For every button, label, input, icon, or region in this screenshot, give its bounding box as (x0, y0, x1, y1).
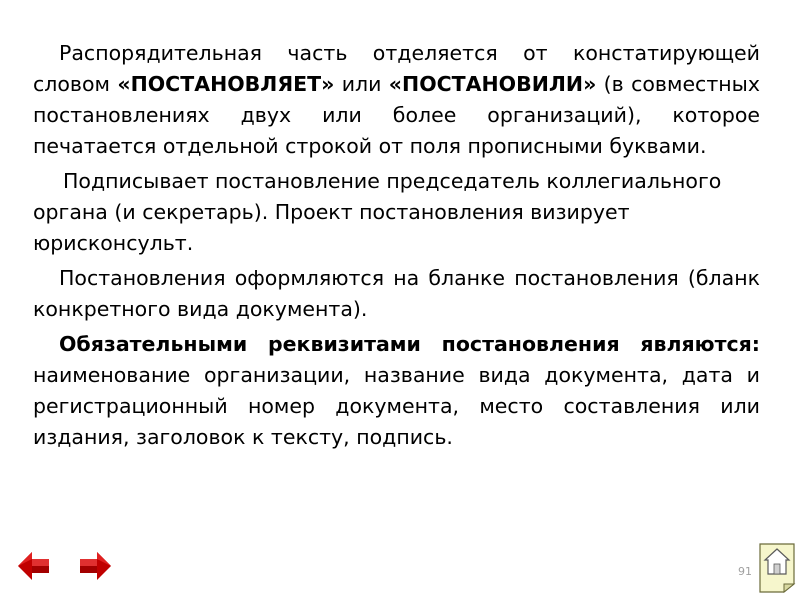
required-details-heading: Обязательными реквизитами постановления являются: (59, 332, 760, 356)
page-number: 91 (738, 565, 752, 578)
paragraph-1-text: Распорядительная часть отделяется от констатирующей словом (33, 41, 760, 96)
home-icon (756, 540, 798, 596)
arrow-right-icon (78, 549, 112, 583)
paragraph-1 (33, 38, 760, 162)
arrow-left-icon (17, 549, 51, 583)
slide-text (33, 38, 760, 457)
keyword-postanovili: «ПОСТАНОВИЛИ» (388, 72, 597, 96)
paragraph-1-text-2: или (334, 72, 389, 96)
paragraph-1-text-3: (в совместных постановлениях двух или более организаций), которое печатается отдельной строкой от поля прописными буквами. (33, 72, 760, 158)
paragraph-3: Постановления оформляются на бланке постановления (бланк конкретного вида документа). (33, 266, 760, 321)
required-details-list: наименование организации, название вида документа, дата и регистрационный номер документа, место составления или издания, заголовок к тексту, подпись. (33, 363, 760, 449)
keyword-postanovlyaet: «ПОСТАНОВЛЯЕТ» (117, 72, 335, 96)
paragraph-2: Подписывает постановление председатель коллегиального органа (и секретарь). Проект постановления визирует юрисконсульт. (33, 169, 722, 255)
paragraph-4 (33, 329, 760, 453)
next-slide-button[interactable] (78, 549, 112, 583)
home-button[interactable] (756, 540, 798, 596)
prev-slide-button[interactable] (17, 549, 51, 583)
